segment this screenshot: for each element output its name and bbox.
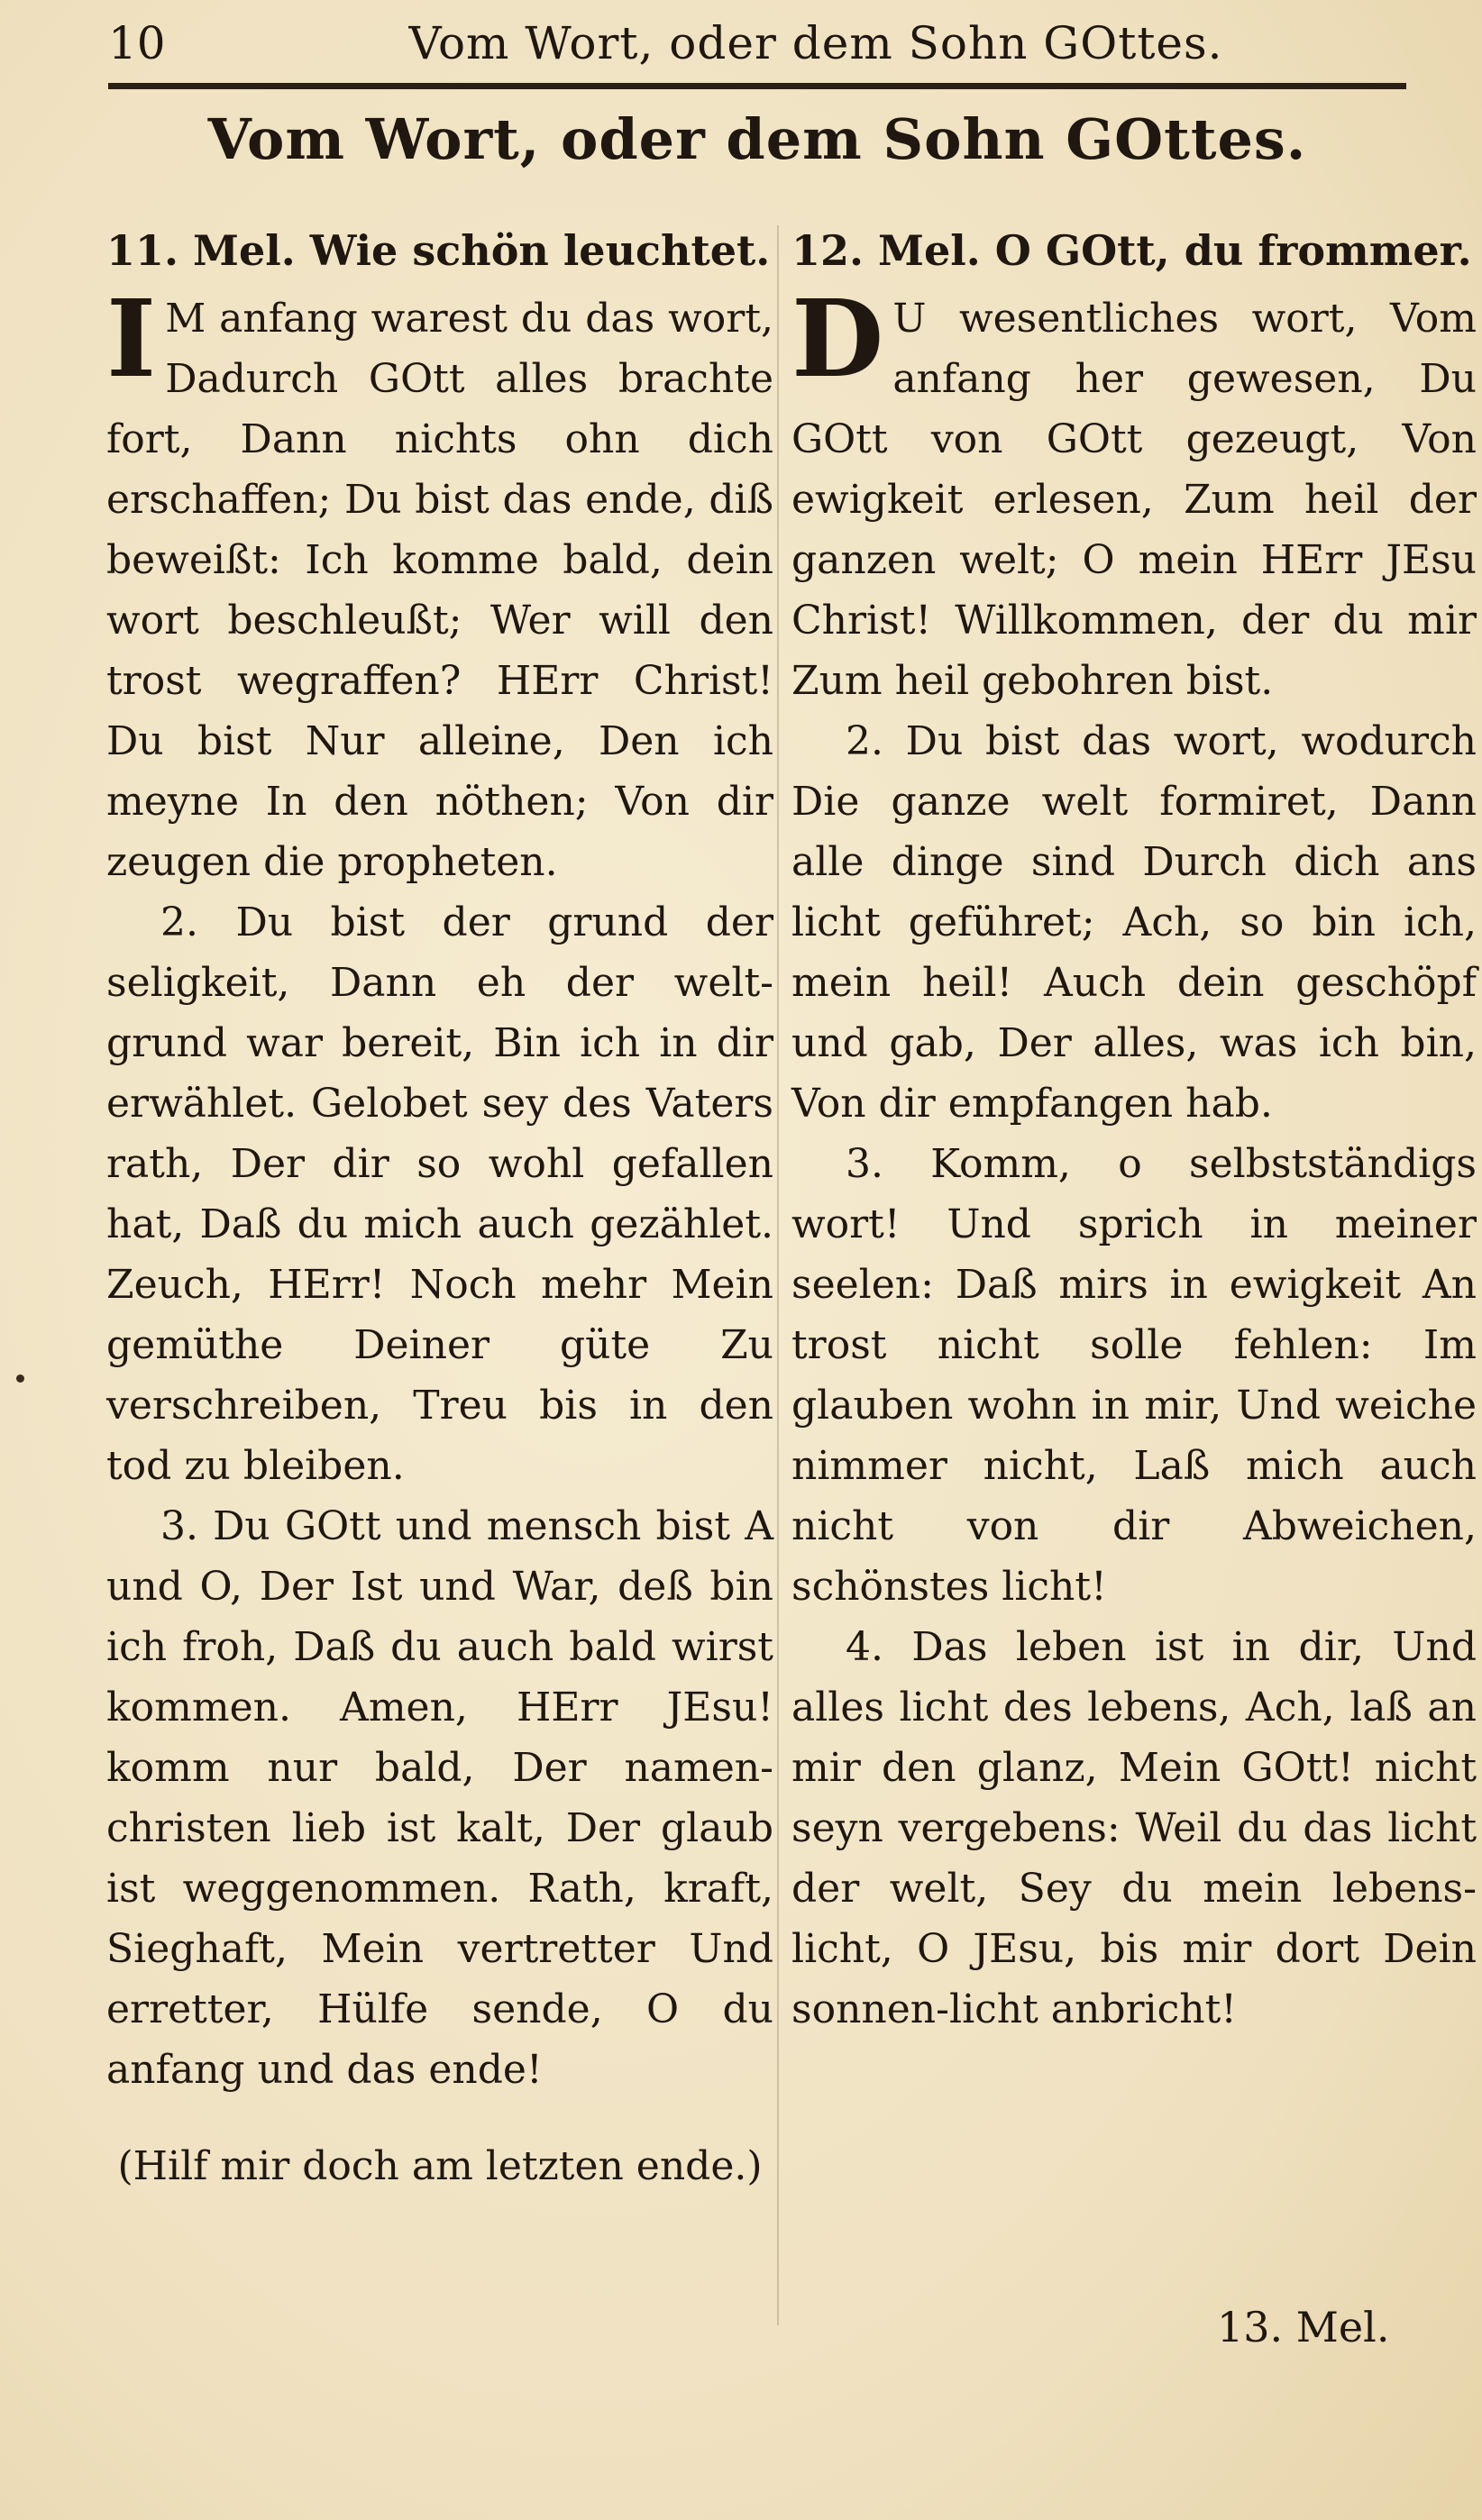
hymn-12-verse-4: 4. Das leben ist in dir, Und alles licht des lebens, Ach, laß an mir den glanz, Mein GOtt! nicht seyn vergebens: Weil du das licht der welt, Sey du mein lebens-licht, O JEsu, bis mir dort Dein sonnen-licht anbricht!	[791, 1624, 1477, 2032]
hymn-11-verse-2: 2. Du bist der grund der seligkeit, Dann eh der welt-grund war bereit, Bin ich in dir erwählet. Gelobet sey des Vaters rath, Der dir so wohl gefallen hat, Daß du mich auch gezählet. Zeuch, HErr! Noch mehr Mein gemüthe Deiner güte Zu verschreiben, Treu bis in den tod zu bleiben.	[106, 899, 773, 1489]
running-head	[108, 7, 1415, 79]
hymn-12-verse-1: DU wesentliches wort, Vom anfang her gewesen, Du GOtt von GOtt gezeugt, Von ewigkeit erlesen, Zum heil der ganzen welt; O mein HErr JEsu Christ! Willkommen, der du mir Zum heil gebohren bist.	[791, 276, 1477, 704]
hymn-11-verse-1: IM anfang warest du das wort, Dadurch GOtt alles brachte fort, Dann nichts ohn dich erschaffen; Du bist das ende, diß beweißt: Ich komme bald, dein wort beschleußt; Wer will den trost wegraffen? HErr Christ! Du bist Nur alleine, Den ich meyne In den nöthen; Von dir zeugen die propheten.	[106, 276, 773, 885]
ink-spot	[16, 1374, 24, 1383]
column-divider	[777, 225, 779, 2325]
catchword: 13. Mel.	[1217, 2303, 1390, 2351]
hymn-12-verse-3: 3. Komm, o selbstständigs wort! Und sprich in meiner seelen: Daß mirs in ewigkeit An trost nicht solle fehlen: Im glauben wohn in mir, Und weiche nimmer nicht, Laß mich auch nicht von dir Abweichen, schönstes licht!	[791, 1141, 1477, 1610]
hymn-heading-12: 12. Mel. O GOtt, du frommer.	[791, 226, 1472, 275]
page-number: 10	[108, 17, 166, 69]
right-column	[791, 221, 1477, 2040]
running-title: Vom Wort, oder dem Sohn GOttes.	[408, 17, 1223, 69]
hymn-12-verse-2: 2. Du bist das wort, wodurch Die ganze welt formiret, Dann alle dinge sind Durch dich ans licht geführet; Ach, so bin ich, mein heil! Auch dein geschöpf und gab, Der alles, was ich bin, Von dir empfangen hab.	[791, 718, 1477, 1127]
hymn-heading-11: 11. Mel. Wie schön leuchtet.	[106, 226, 771, 275]
header-rule	[108, 83, 1406, 89]
hymn-11-verse-3: 3. Du GOtt und mensch bist A und O, Der Ist und War, deß bin ich froh, Daß du auch bald wirst kommen. Amen, HErr JEsu! komm nur bald, Der namen-christen lieb ist kalt, Der glaub ist weggenommen. Rath, kraft, Sieghaft, Mein vertretter Und erretter, Hülfe sende, O du anfang und das ende!	[106, 1503, 773, 2093]
hymn-11-closing-note: (Hilf mir doch am letzten ende.)	[117, 2143, 763, 2189]
section-title: Vom Wort, oder dem Sohn GOttes.	[207, 106, 1307, 172]
left-column	[106, 221, 773, 2196]
